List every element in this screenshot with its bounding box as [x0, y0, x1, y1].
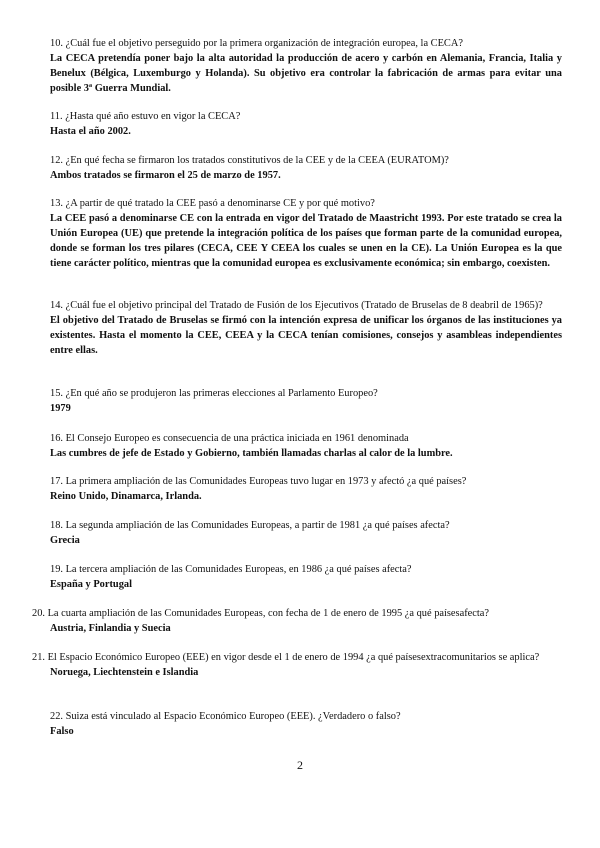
question-18 [50, 518, 562, 548]
answer-text: Reino Unido, Dinamarca, Irlanda. [50, 491, 202, 502]
question-17 [50, 474, 562, 504]
answer-text: Falso [50, 726, 74, 737]
answer-text: Las cumbres de jefe de Estado y Gobierno, también llamadas charlas al calor de la lumbre. [50, 448, 453, 459]
question-text: 10. ¿Cuál fue el objetivo perseguido por la primera organización de integración europea, la CECA? [50, 38, 463, 49]
question-text: 11. ¿Hasta qué año estuvo en vigor la CECA? [50, 111, 241, 122]
answer-text: La CECA pretendía poner bajo la alta autoridad la producción de acero y carbón en Alemania, Francia, Italia y Benelux (Bélgica, Luxemburgo y Holanda). Su objetivo era controlar la fabricación de armas para evitar una posible 3ª Guerra Mundial. [50, 53, 562, 94]
answer-text: Noruega, Liechtenstein e Islandia [50, 667, 199, 678]
answer-text: 1979 [50, 403, 71, 414]
answer-text: Hasta el año 2002. [50, 126, 131, 137]
question-14 [50, 298, 562, 358]
question-text: 15. ¿En qué año se produjeron las primeras elecciones al Parlamento Europeo? [50, 388, 378, 399]
question-22 [50, 709, 562, 739]
question-19 [50, 562, 562, 592]
question-13 [50, 196, 562, 271]
question-text: 13. ¿A partir de qué tratado la CEE pasó a denominarse CE y por qué motivo? [50, 198, 375, 209]
question-text: 21. El Espacio Económico Europeo (EEE) en vigor desde el 1 de enero de 1994 ¿a qué paísesextracomunitarios se aplica? [32, 652, 540, 663]
question-11 [50, 109, 562, 139]
answer-text: El objetivo del Tratado de Bruselas se firmó con la intención expresa de unificar los órganos de las instituciones ya existentes. Hasta el momento la CEE, CEEA y la CECA tenían comisiones, consejos y asambleas independientes entre ellas. [50, 315, 562, 356]
question-text: 19. La tercera ampliación de las Comunidades Europeas, en 1986 ¿a qué países afecta? [50, 564, 412, 575]
question-text: 16. El Consejo Europeo es consecuencia de una práctica iniciada en 1961 denominada [50, 433, 409, 444]
question-text: 18. La segunda ampliación de las Comunidades Europeas, a partir de 1981 ¿a qué países afecta? [50, 520, 450, 531]
question-12 [50, 153, 562, 183]
question-text: 14. ¿Cuál fue el objetivo principal del Tratado de Fusión de los Ejecutivos (Tratado de Bruselas de 8 deabril de 1965)? [50, 300, 543, 311]
question-text: 12. ¿En qué fecha se firmaron los tratados constitutivos de la CEE y de la CEEA (EURATOM)? [50, 155, 449, 166]
question-21 [32, 650, 562, 680]
question-15 [50, 386, 562, 416]
question-text: 20. La cuarta ampliación de las Comunidades Europeas, con fecha de 1 de enero de 1995 ¿a qué paísesafecta? [32, 608, 489, 619]
question-10 [50, 36, 562, 96]
question-20 [32, 606, 562, 636]
answer-text: Austria, Finlandia y Suecia [50, 623, 171, 634]
answer-text: España y Portugal [50, 579, 132, 590]
page-number: 2 [297, 758, 303, 772]
answer-text: Ambos tratados se firmaron el 25 de marzo de 1957. [50, 170, 281, 181]
question-16 [50, 431, 562, 461]
question-text: 17. La primera ampliación de las Comunidades Europeas tuvo lugar en 1973 y afectó ¿a qué países? [50, 476, 467, 487]
answer-text: Grecia [50, 535, 80, 546]
question-text: 22. Suiza está vinculado al Espacio Económico Europeo (EEE). ¿Verdadero o falso? [50, 711, 401, 722]
answer-text: La CEE pasó a denominarse CE con la entrada en vigor del Tratado de Maastricht 1993. Por este tratado se crea la Unión Europea (UE) que pretende la integración política de los países que forman parte de la comunidad europea, donde se forman los tres pilares (CECA, CEE Y CEEA los cuales se unen en la CE). La Unión Europea es la que tiene carácter político, mientras que la comunidad europea es exclusivamente económica; sin embargo, coexisten. [50, 213, 562, 269]
